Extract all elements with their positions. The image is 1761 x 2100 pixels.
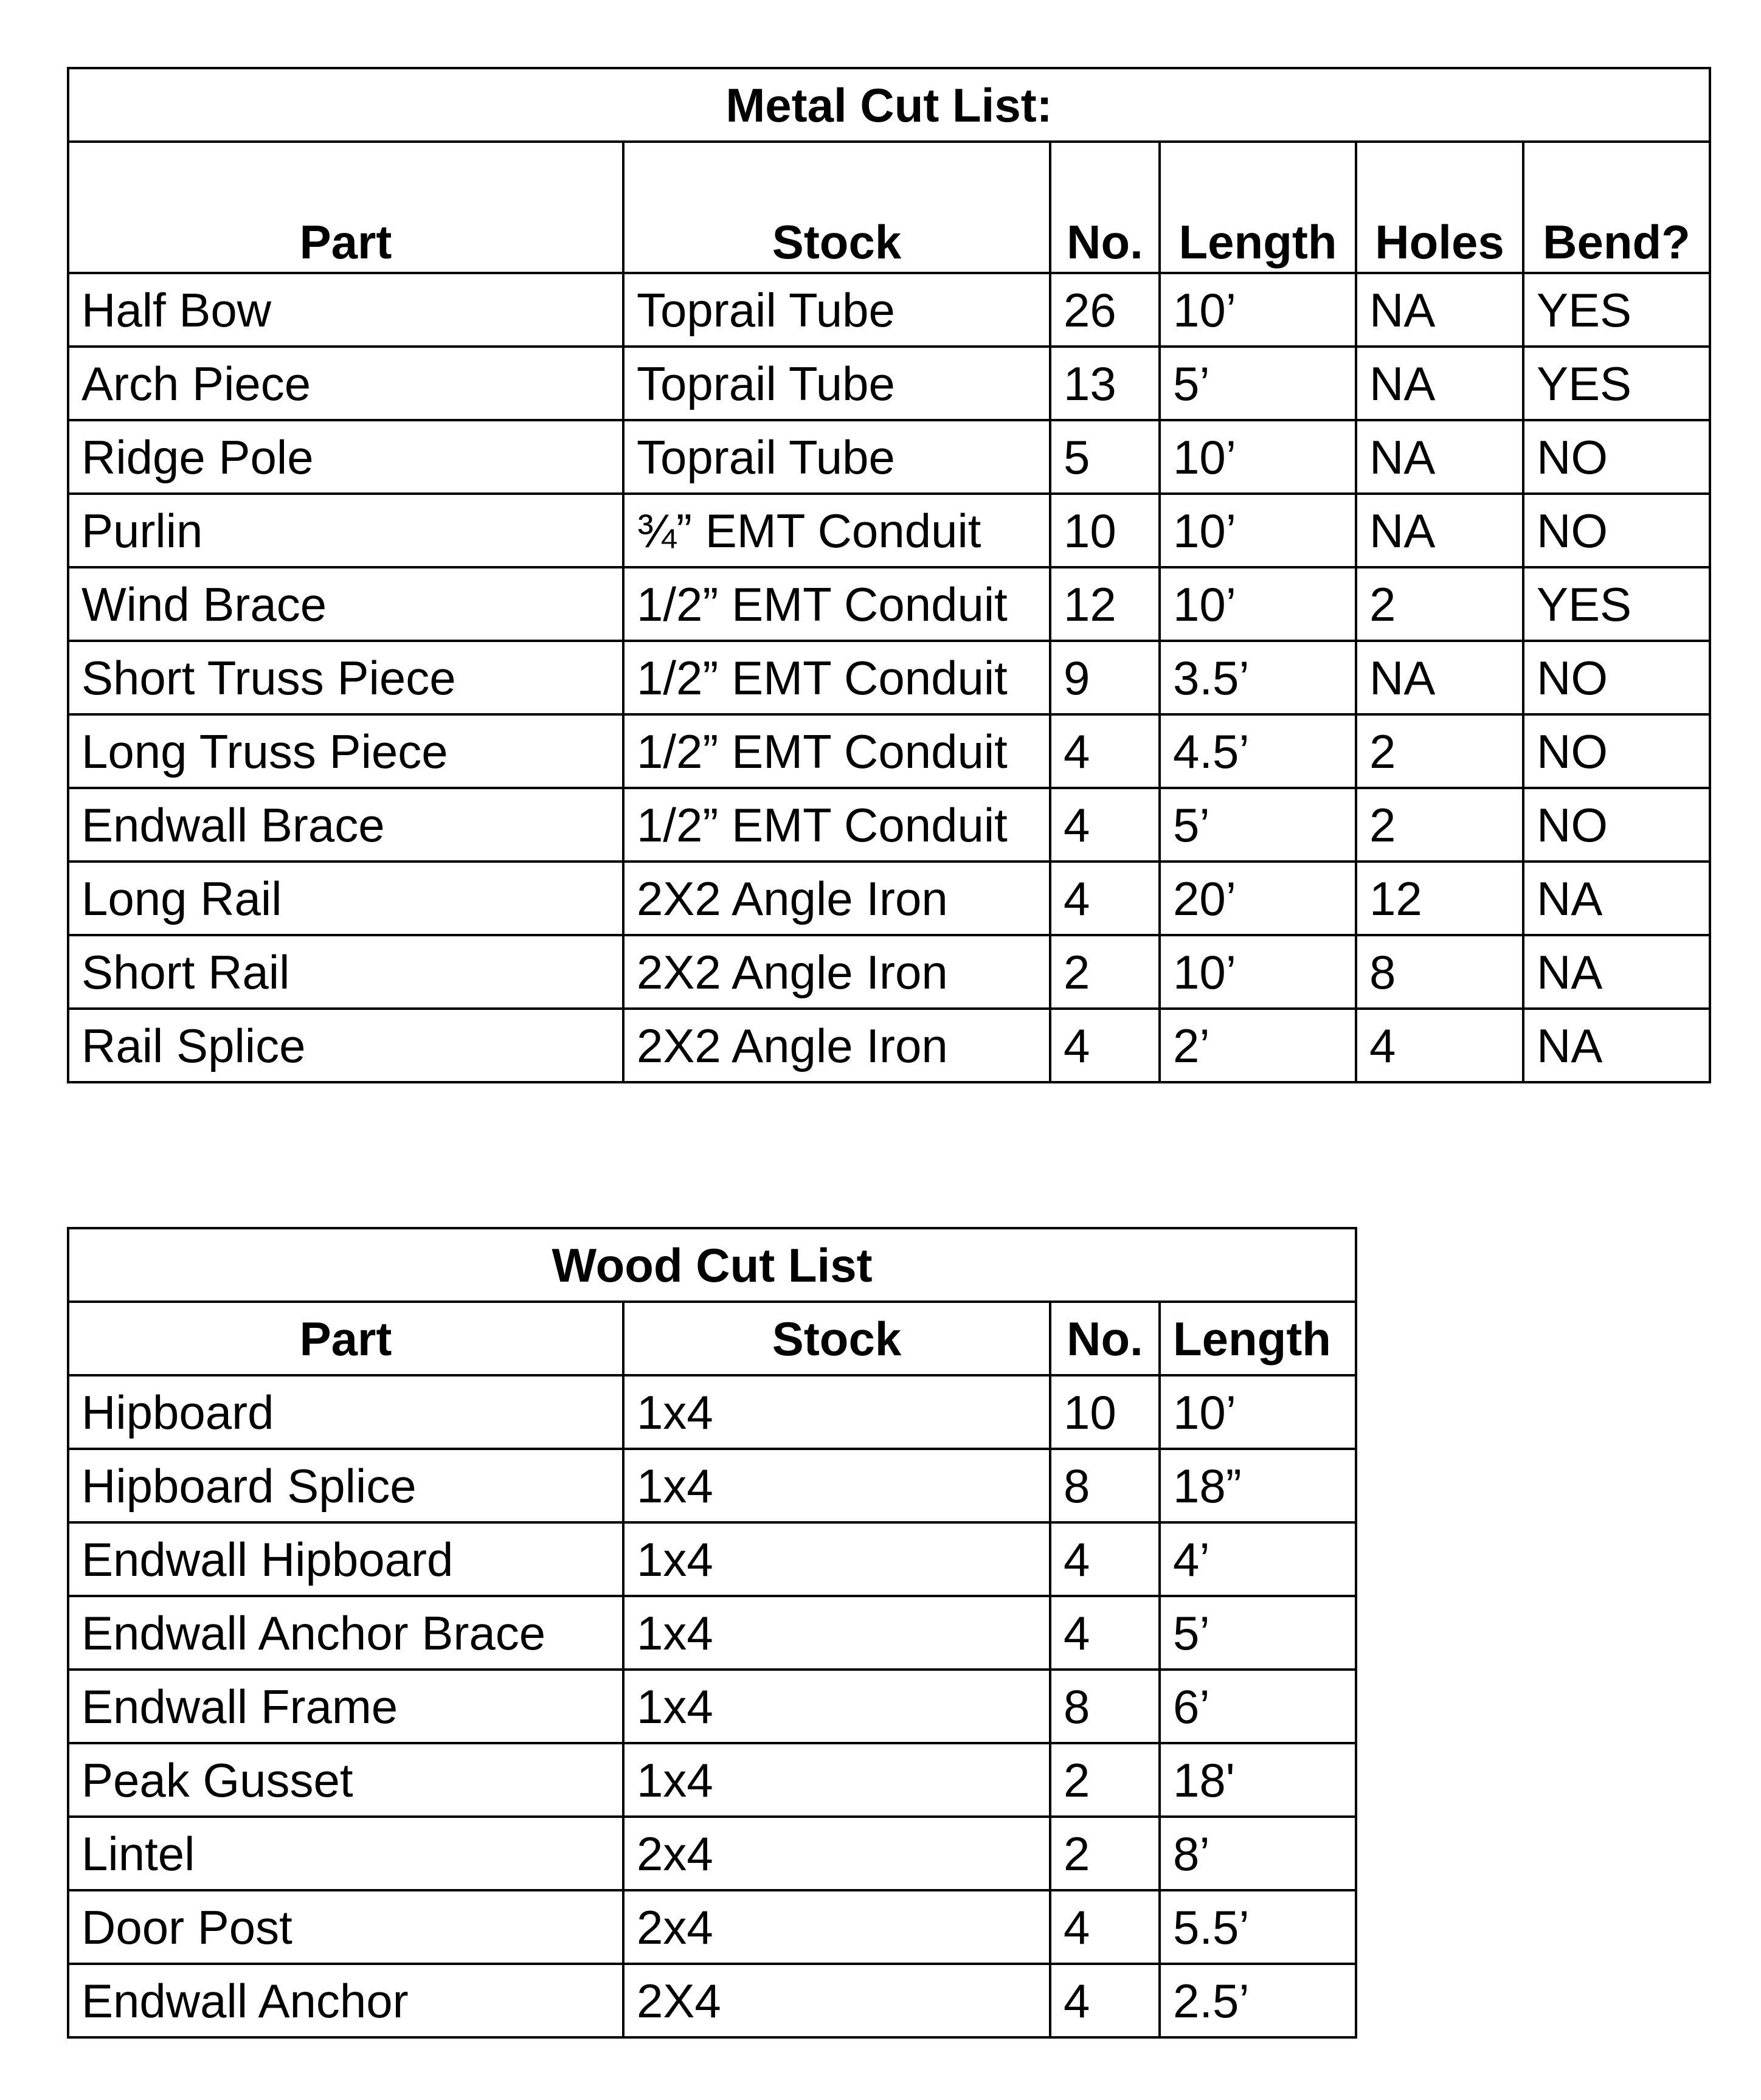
metal-cell-no: 10 [1050, 494, 1160, 567]
metal-cell-no: 2 [1050, 935, 1160, 1009]
wood-col-no: No. [1050, 1302, 1160, 1375]
metal-table-row [68, 935, 1710, 1009]
metal-cell-no: 13 [1050, 347, 1160, 420]
wood-table-row [68, 1817, 1356, 1890]
metal-cell-holes: 4 [1356, 1009, 1523, 1082]
wood-cell-stock: 1x4 [623, 1743, 1050, 1817]
wood-cell-no: 8 [1050, 1449, 1160, 1522]
metal-cell-holes: NA [1356, 420, 1523, 494]
metal-cell-holes: 8 [1356, 935, 1523, 1009]
metal-cell-part: Long Truss Piece [68, 714, 623, 788]
wood-cell-no: 4 [1050, 1596, 1160, 1670]
metal-table-row [68, 788, 1710, 862]
metal-cell-stock: Toprail Tube [623, 347, 1050, 420]
metal-cell-length: 10’ [1160, 420, 1356, 494]
wood-table-row [68, 1743, 1356, 1817]
metal-table-row [68, 273, 1710, 347]
wood-col-part: Part [68, 1302, 623, 1375]
metal-cell-stock: ¾” EMT Conduit [623, 494, 1050, 567]
wood-cell-no: 4 [1050, 1522, 1160, 1596]
metal-cell-bend: NA [1523, 862, 1710, 935]
wood-cell-part: Hipboard Splice [68, 1449, 623, 1522]
wood-cell-no: 4 [1050, 1890, 1160, 1964]
wood-cell-no: 2 [1050, 1743, 1160, 1817]
metal-cell-holes: 2 [1356, 788, 1523, 862]
metal-cell-stock: 1/2” EMT Conduit [623, 714, 1050, 788]
metal-cell-holes: NA [1356, 347, 1523, 420]
wood-cell-stock: 1x4 [623, 1449, 1050, 1522]
wood-cell-part: Lintel [68, 1817, 623, 1890]
wood-cell-length: 2.5’ [1160, 1964, 1356, 2037]
metal-col-bend: Bend? [1523, 142, 1710, 273]
metal-cell-bend: NO [1523, 420, 1710, 494]
metal-cell-part: Short Rail [68, 935, 623, 1009]
wood-cell-stock: 2X4 [623, 1964, 1050, 2037]
metal-col-stock: Stock [623, 142, 1050, 273]
metal-cell-no: 5 [1050, 420, 1160, 494]
wood-cell-stock: 1x4 [623, 1375, 1050, 1449]
metal-table-row [68, 420, 1710, 494]
wood-col-stock: Stock [623, 1302, 1050, 1375]
metal-cell-no: 4 [1050, 788, 1160, 862]
wood-cell-part: Endwall Anchor Brace [68, 1596, 623, 1670]
metal-cell-stock: 2X2 Angle Iron [623, 862, 1050, 935]
metal-cell-no: 4 [1050, 862, 1160, 935]
metal-cell-stock: 2X2 Angle Iron [623, 935, 1050, 1009]
metal-cell-stock: 2X2 Angle Iron [623, 1009, 1050, 1082]
metal-cell-part: Half Bow [68, 273, 623, 347]
wood-cut-list-table [67, 1227, 1357, 2039]
wood-cell-part: Hipboard [68, 1375, 623, 1449]
metal-cell-part: Purlin [68, 494, 623, 567]
wood-table-title: Wood Cut List [68, 1228, 1356, 1302]
metal-cell-part: Long Rail [68, 862, 623, 935]
wood-cell-part: Door Post [68, 1890, 623, 1964]
wood-cell-no: 8 [1050, 1670, 1160, 1743]
metal-cell-bend: YES [1523, 347, 1710, 420]
metal-cell-part: Ridge Pole [68, 420, 623, 494]
wood-cell-length: 8’ [1160, 1817, 1356, 1890]
metal-col-holes: Holes [1356, 142, 1523, 273]
metal-cell-holes: NA [1356, 641, 1523, 714]
wood-cell-stock: 2x4 [623, 1817, 1050, 1890]
metal-cell-holes: 2 [1356, 714, 1523, 788]
metal-cell-no: 4 [1050, 714, 1160, 788]
metal-table-row [68, 641, 1710, 714]
wood-cell-length: 4’ [1160, 1522, 1356, 1596]
wood-table-row [68, 1670, 1356, 1743]
wood-col-length: Length [1160, 1302, 1356, 1375]
metal-table-row [68, 1009, 1710, 1082]
metal-cell-holes: NA [1356, 494, 1523, 567]
wood-table-row [68, 1375, 1356, 1449]
metal-cell-length: 2’ [1160, 1009, 1356, 1082]
metal-title-row [68, 68, 1710, 142]
metal-table-title: Metal Cut List: [68, 68, 1710, 142]
wood-cell-no: 10 [1050, 1375, 1160, 1449]
metal-cell-length: 10’ [1160, 935, 1356, 1009]
wood-header-row [68, 1302, 1356, 1375]
metal-cell-length: 10’ [1160, 494, 1356, 567]
metal-cut-list-table [67, 67, 1711, 1083]
metal-table-row [68, 347, 1710, 420]
wood-cell-length: 10’ [1160, 1375, 1356, 1449]
metal-cell-stock: Toprail Tube [623, 273, 1050, 347]
metal-cell-bend: NO [1523, 788, 1710, 862]
metal-cell-stock: 1/2” EMT Conduit [623, 567, 1050, 641]
wood-cell-length: 5.5’ [1160, 1890, 1356, 1964]
wood-table-row [68, 1522, 1356, 1596]
metal-cell-holes: 12 [1356, 862, 1523, 935]
wood-cell-stock: 1x4 [623, 1670, 1050, 1743]
wood-cell-part: Endwall Anchor [68, 1964, 623, 2037]
metal-cell-stock: 1/2” EMT Conduit [623, 641, 1050, 714]
metal-cell-part: Arch Piece [68, 347, 623, 420]
metal-cell-part: Rail Splice [68, 1009, 623, 1082]
metal-cell-no: 4 [1050, 1009, 1160, 1082]
metal-cell-bend: NO [1523, 641, 1710, 714]
wood-table-row [68, 1890, 1356, 1964]
wood-table-row [68, 1596, 1356, 1670]
metal-cell-stock: 1/2” EMT Conduit [623, 788, 1050, 862]
wood-cell-no: 2 [1050, 1817, 1160, 1890]
metal-col-part: Part [68, 142, 623, 273]
metal-cell-bend: YES [1523, 567, 1710, 641]
metal-cell-length: 5’ [1160, 347, 1356, 420]
metal-cell-bend: NA [1523, 935, 1710, 1009]
wood-cell-length: 6’ [1160, 1670, 1356, 1743]
metal-cell-length: 3.5’ [1160, 641, 1356, 714]
wood-cell-part: Peak Gusset [68, 1743, 623, 1817]
metal-cell-length: 10’ [1160, 567, 1356, 641]
wood-cell-length: 18' [1160, 1743, 1356, 1817]
wood-cell-length: 5’ [1160, 1596, 1356, 1670]
wood-cell-part: Endwall Frame [68, 1670, 623, 1743]
metal-cell-bend: NO [1523, 494, 1710, 567]
metal-table-body [68, 273, 1710, 1082]
metal-cell-length: 10’ [1160, 273, 1356, 347]
metal-table-row [68, 862, 1710, 935]
metal-table-row [68, 567, 1710, 641]
metal-cell-bend: NA [1523, 1009, 1710, 1082]
metal-header-row [68, 142, 1710, 273]
metal-cell-length: 5’ [1160, 788, 1356, 862]
metal-cell-no: 9 [1050, 641, 1160, 714]
metal-cell-part: Endwall Brace [68, 788, 623, 862]
metal-cell-part: Wind Brace [68, 567, 623, 641]
metal-col-length: Length [1160, 142, 1356, 273]
metal-cell-stock: Toprail Tube [623, 420, 1050, 494]
wood-table-body [68, 1375, 1356, 2037]
metal-cell-no: 26 [1050, 273, 1160, 347]
metal-cell-bend: NO [1523, 714, 1710, 788]
wood-table-row [68, 1964, 1356, 2037]
wood-cell-length: 18” [1160, 1449, 1356, 1522]
metal-table-row [68, 714, 1710, 788]
metal-cell-holes: NA [1356, 273, 1523, 347]
wood-cell-stock: 2x4 [623, 1890, 1050, 1964]
wood-cell-no: 4 [1050, 1964, 1160, 2037]
wood-cell-part: Endwall Hipboard [68, 1522, 623, 1596]
metal-table-row [68, 494, 1710, 567]
metal-cell-part: Short Truss Piece [68, 641, 623, 714]
wood-cell-stock: 1x4 [623, 1522, 1050, 1596]
metal-cell-length: 4.5’ [1160, 714, 1356, 788]
wood-table-row [68, 1449, 1356, 1522]
wood-cell-stock: 1x4 [623, 1596, 1050, 1670]
wood-title-row [68, 1228, 1356, 1302]
metal-cell-bend: YES [1523, 273, 1710, 347]
metal-cell-no: 12 [1050, 567, 1160, 641]
metal-col-no: No. [1050, 142, 1160, 273]
metal-cell-length: 20’ [1160, 862, 1356, 935]
metal-cell-holes: 2 [1356, 567, 1523, 641]
